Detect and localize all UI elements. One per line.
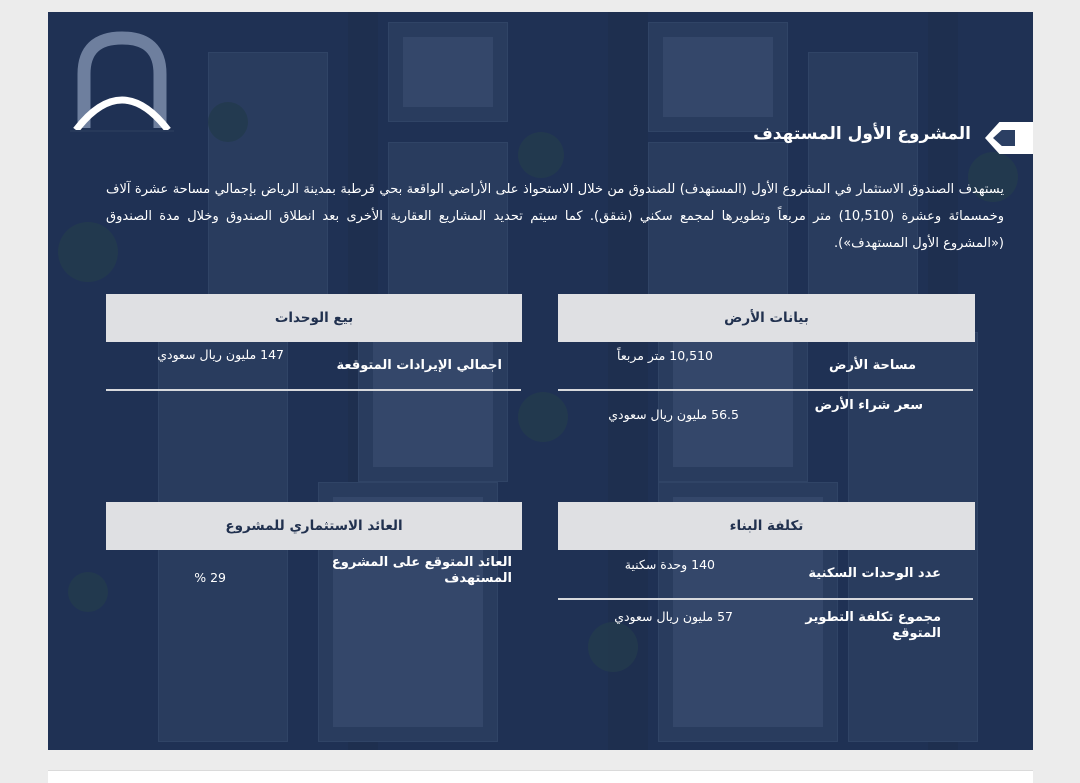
land-area-value: 10,510 متر مربعاً [617, 348, 713, 363]
land-divider [558, 389, 973, 391]
intro-paragraph: يستهدف الصندوق الاستثمار في المشروع الأول (المستهدف) للصندوق من خلال الاستحواذ على الأراضي الواقعة بحي قرطبة بمدينة الرياض بإجمالي مساحة عشرة آلاف وخمسمائة وعشرة (10,510) متر مربعاً وتطويرها لمجمع سكني (شقق). كما سيتم تحديد المشاريع العقارية الأخرى بعد انطلاق الصندوق وخلال مدة الصندوق («المشروع الأول المستهدف»). [106, 182, 1005, 251]
project-panel [48, 12, 1033, 750]
total-dev-cost-value: 57 مليون ريال سعودي [614, 609, 733, 624]
total-dev-cost-label: مجموع تكلفة التطوير المتوقع [805, 610, 941, 641]
construction-cost-header: تكلفة البناء [558, 502, 975, 550]
section-title: المشروع الأول المستهدف [753, 124, 971, 144]
land-price-value: 56.5 مليون ريال سعودي [608, 407, 739, 422]
expected-return-value: 29 % [194, 570, 226, 585]
construction-divider [558, 598, 973, 600]
residential-units-label: عدد الوحدات السكنية [808, 566, 941, 581]
expected-revenue-value: 147 مليون ريال سعودي [157, 347, 284, 362]
investment-return-header: العائد الاستثماري للمشروع [106, 502, 522, 550]
sales-divider [106, 389, 521, 391]
next-section-strip [48, 770, 1033, 783]
land-data-header: بيانات الأرض [558, 294, 975, 342]
expected-revenue-label: اجمالي الإيرادات المتوقعة [336, 358, 502, 373]
dome-arch-icon [70, 30, 174, 132]
residential-units-value: 140 وحدة سكنية [624, 557, 715, 572]
land-area-label: مساحة الأرض [828, 358, 916, 373]
expected-return-label: العائد المتوقع على المشروع المستهدف [331, 555, 512, 586]
units-sale-header: بيع الوحدات [106, 294, 522, 342]
land-price-label: سعر شراء الأرض [814, 398, 923, 413]
